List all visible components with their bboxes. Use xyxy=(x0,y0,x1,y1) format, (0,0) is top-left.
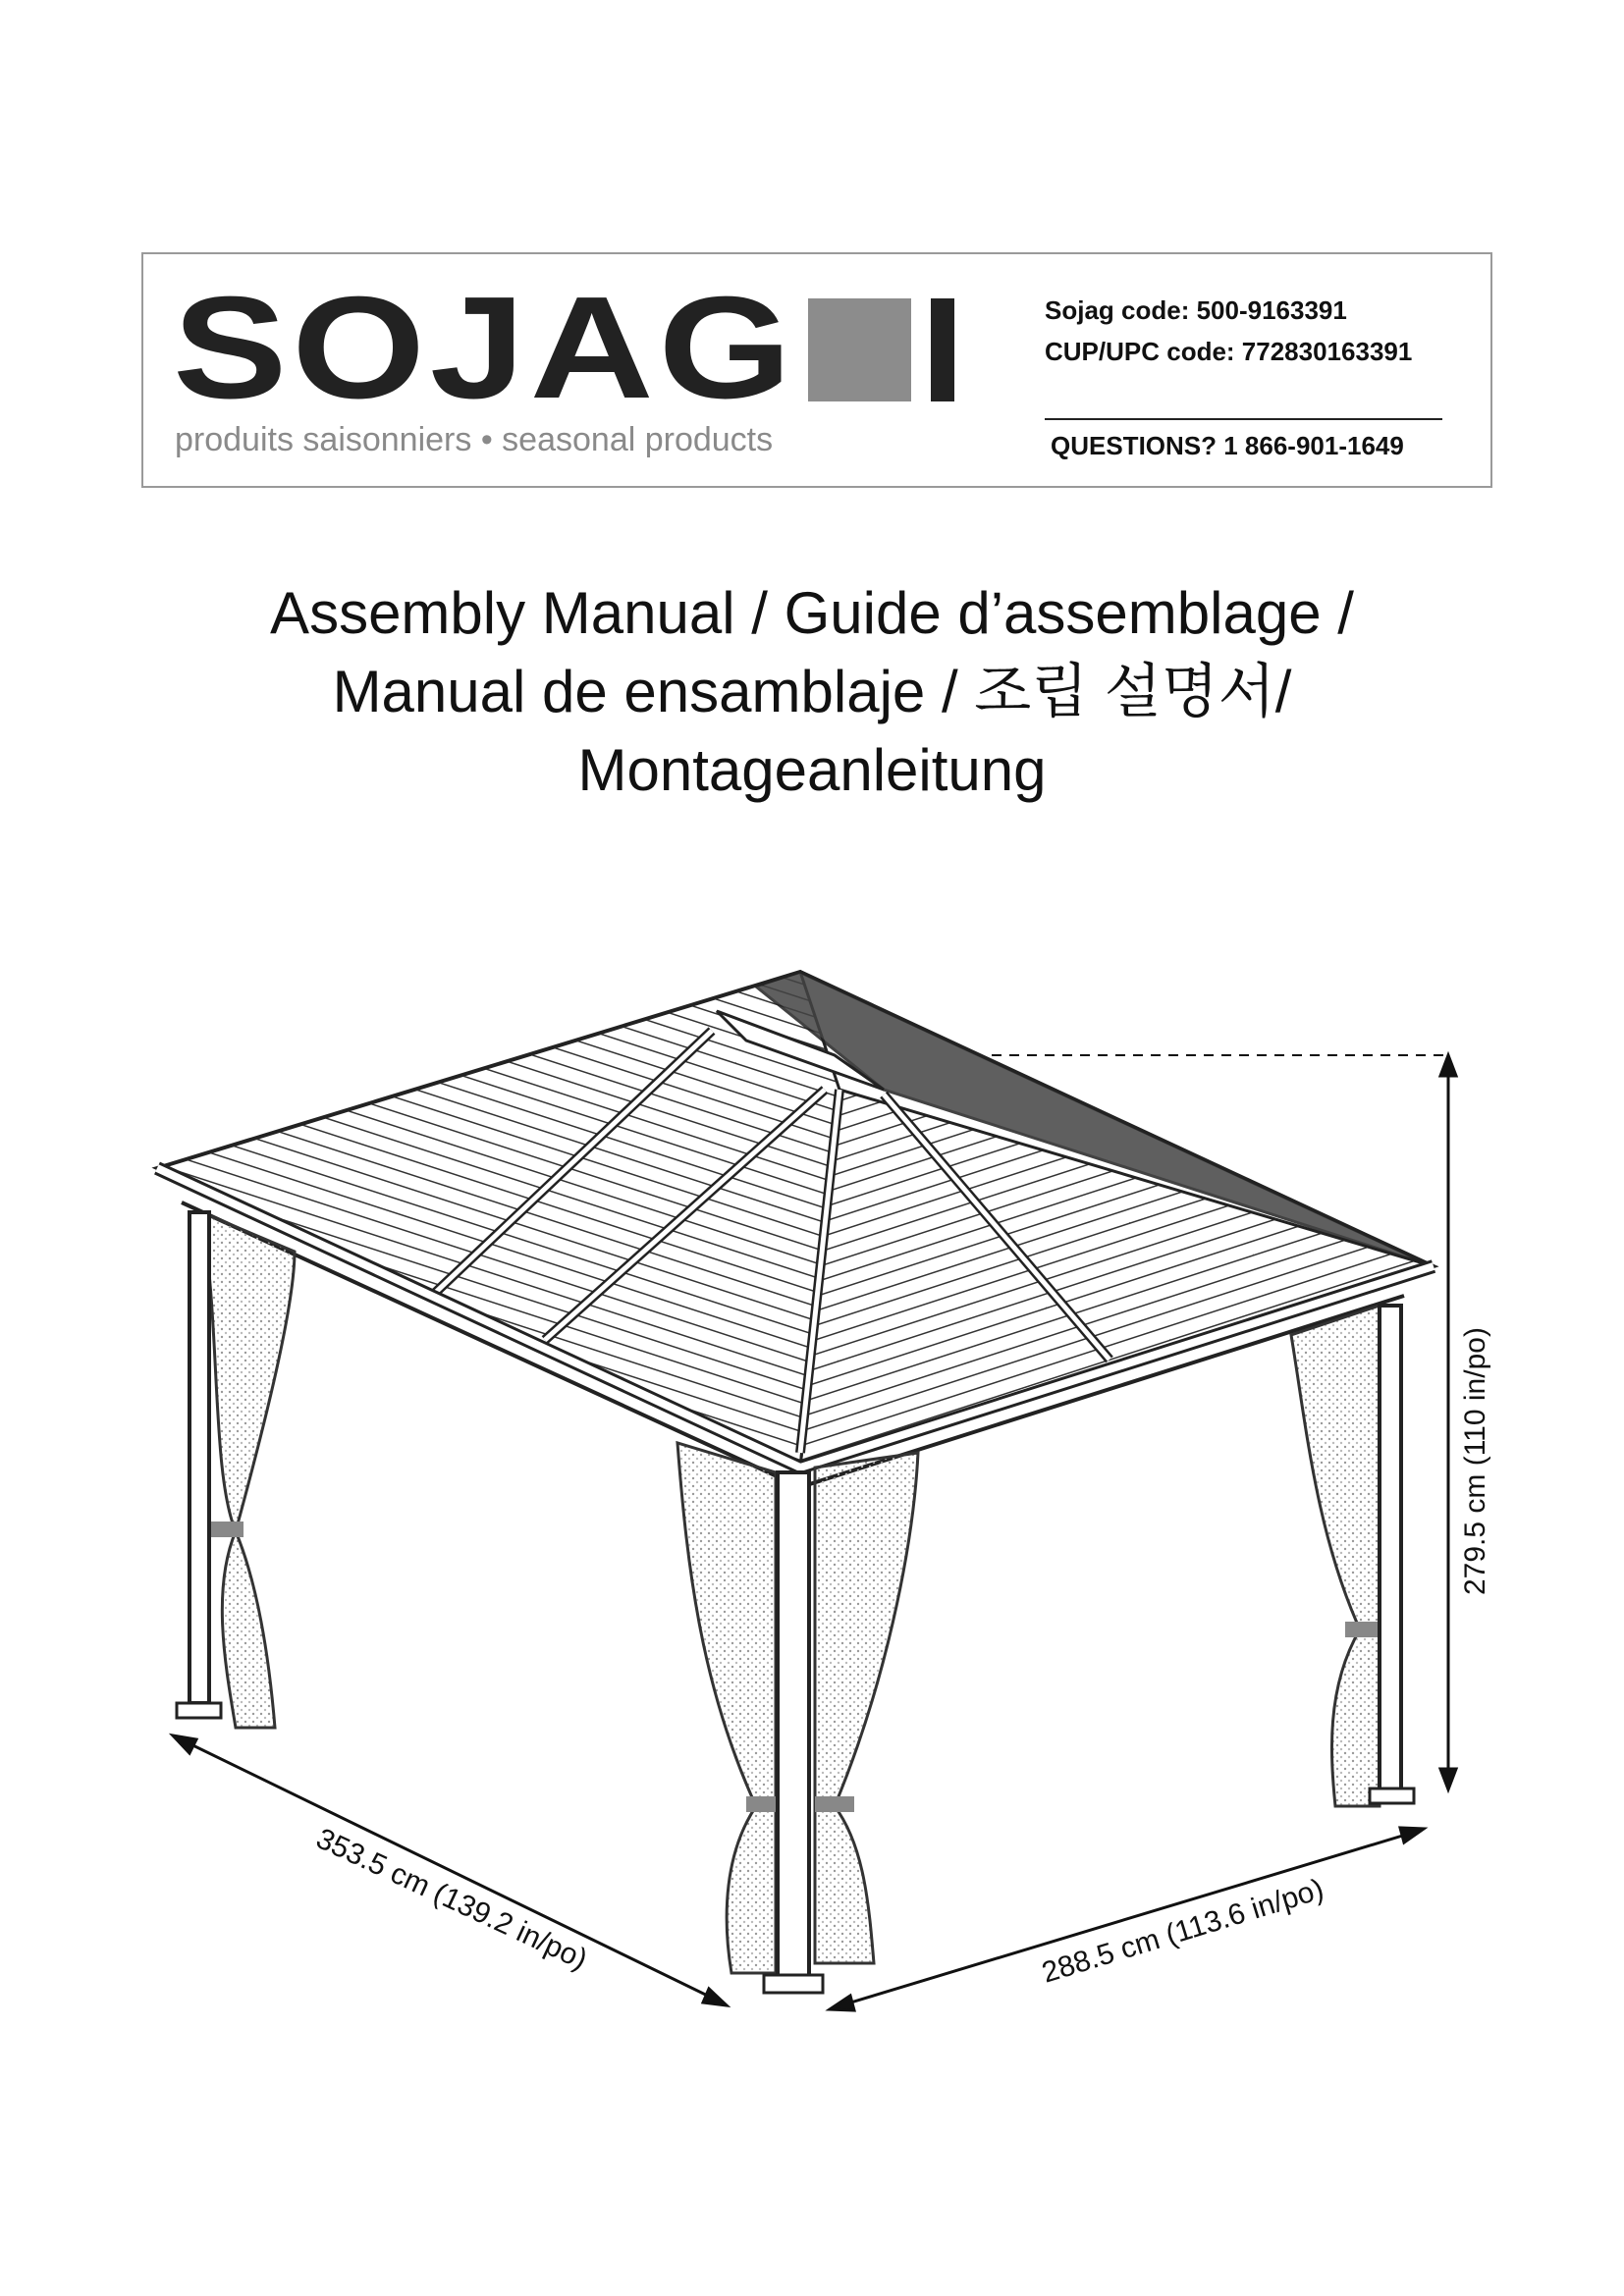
dimension-width-label: 353.5 cm (139.2 in/po) xyxy=(311,1822,593,1977)
title-line-1: Assembly Manual / Guide d’assemblage / xyxy=(270,580,1354,646)
sojag-code: Sojag code: 500-9163391 xyxy=(1045,295,1347,325)
product-codes xyxy=(1045,290,1412,372)
logo-bar-icon xyxy=(931,298,954,401)
brand-tagline: produits saisonniers • seasonal products xyxy=(175,421,774,458)
upc-code: CUP/UPC code: 772830163391 xyxy=(1045,337,1413,366)
questions-phone: QUESTIONS? 1 866-901-1649 xyxy=(1051,431,1404,460)
logo-square-icon xyxy=(808,298,911,401)
codes-divider xyxy=(1045,418,1442,420)
brand-header xyxy=(141,252,1492,488)
dimension-height-label: 279.5 cm (110 in/po) xyxy=(1459,1327,1491,1595)
gazebo-roof xyxy=(157,972,1434,1487)
dimension-depth-label: 288.5 cm (113.6 in/po) xyxy=(1038,1873,1327,1990)
brand-logo-wordmark: SOJAG xyxy=(173,267,797,429)
title-line-2: Manual de ensamblaje / 조립 설명서/ xyxy=(332,659,1292,724)
gazebo-illustration xyxy=(0,942,1624,2071)
title-line-3: Montageanleitung xyxy=(577,737,1047,803)
manual-title xyxy=(0,574,1624,810)
